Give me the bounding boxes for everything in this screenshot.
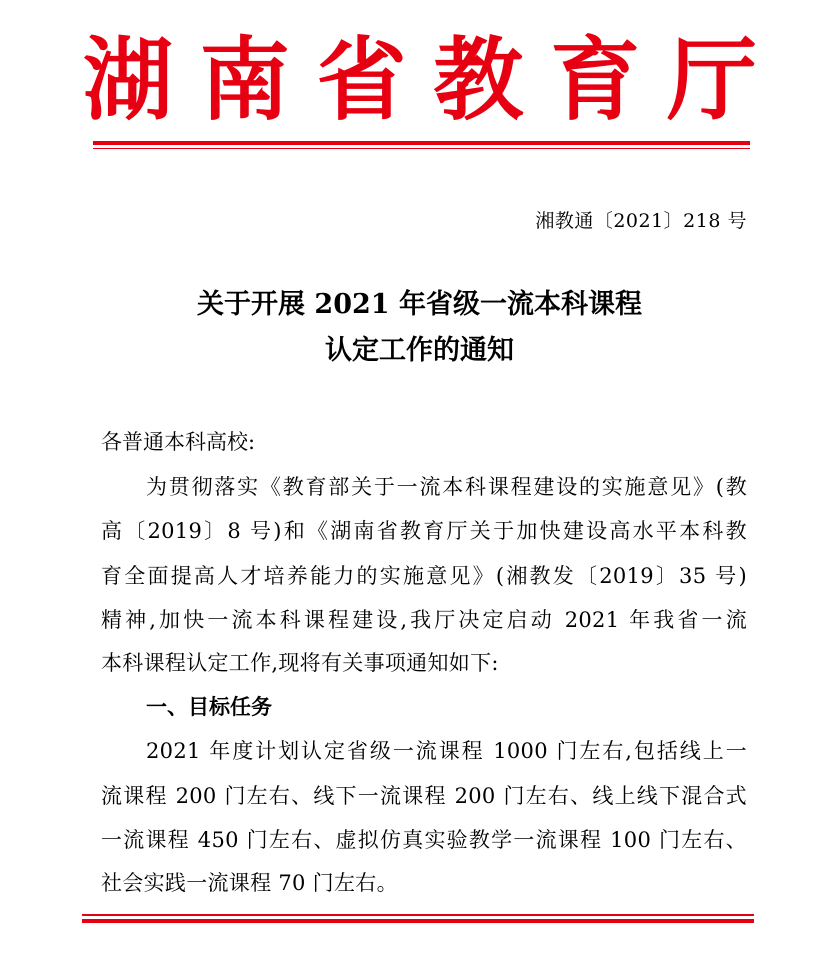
section-line: 2021 年度计划认定省级一流课程 1000 门左右,包括线上一 <box>146 739 747 763</box>
document-title-line-1: 关于开展 2021 年省级一流本科课程 <box>197 289 642 320</box>
letterhead-char: 教 <box>433 28 524 133</box>
letterhead-char: 省 <box>316 28 407 133</box>
paragraph-line: 育全面提高人才培养能力的实施意见》(湘教发〔2019〕35 号) <box>101 564 747 588</box>
footer-rule-thick <box>82 919 754 923</box>
letterhead-char: 湖 <box>83 28 173 133</box>
letterhead-rule-thin <box>93 148 750 149</box>
paragraph-line: 为贯彻落实《教育部关于一流本科课程建设的实施意见》(教 <box>146 475 747 499</box>
letterhead-title <box>80 22 760 140</box>
paragraph-line: 本科课程认定工作,现将有关事项通知如下: <box>101 651 499 675</box>
letterhead-char: 厅 <box>666 28 757 133</box>
section-heading: 一、目标任务 <box>146 695 272 719</box>
footer-rule-thin <box>82 914 754 916</box>
section-line: 社会实践一流课程 70 门左右。 <box>101 871 398 895</box>
salutation: 各普通本科高校: <box>101 430 256 454</box>
letterhead-char: 南 <box>199 28 290 133</box>
letterhead-char: 育 <box>550 28 641 133</box>
document-title-line-2: 认定工作的通知 <box>325 335 514 366</box>
section-line: 流课程 200 门左右、线下一流课程 200 门左右、线上线下混合式 <box>101 784 747 808</box>
paragraph-line: 高〔2019〕8 号)和《湖南省教育厅关于加快建设高水平本科教 <box>101 519 747 543</box>
section-line: 一流课程 450 门左右、虚拟仿真实验教学一流课程 100 门左右、 <box>101 828 747 852</box>
paragraph-line: 精神,加快一流本科课程建设,我厅决定启动 2021 年我省一流 <box>101 608 747 632</box>
document-number: 湘教通〔2021〕218 号 <box>535 210 747 232</box>
letterhead-rule-thick <box>93 141 750 145</box>
